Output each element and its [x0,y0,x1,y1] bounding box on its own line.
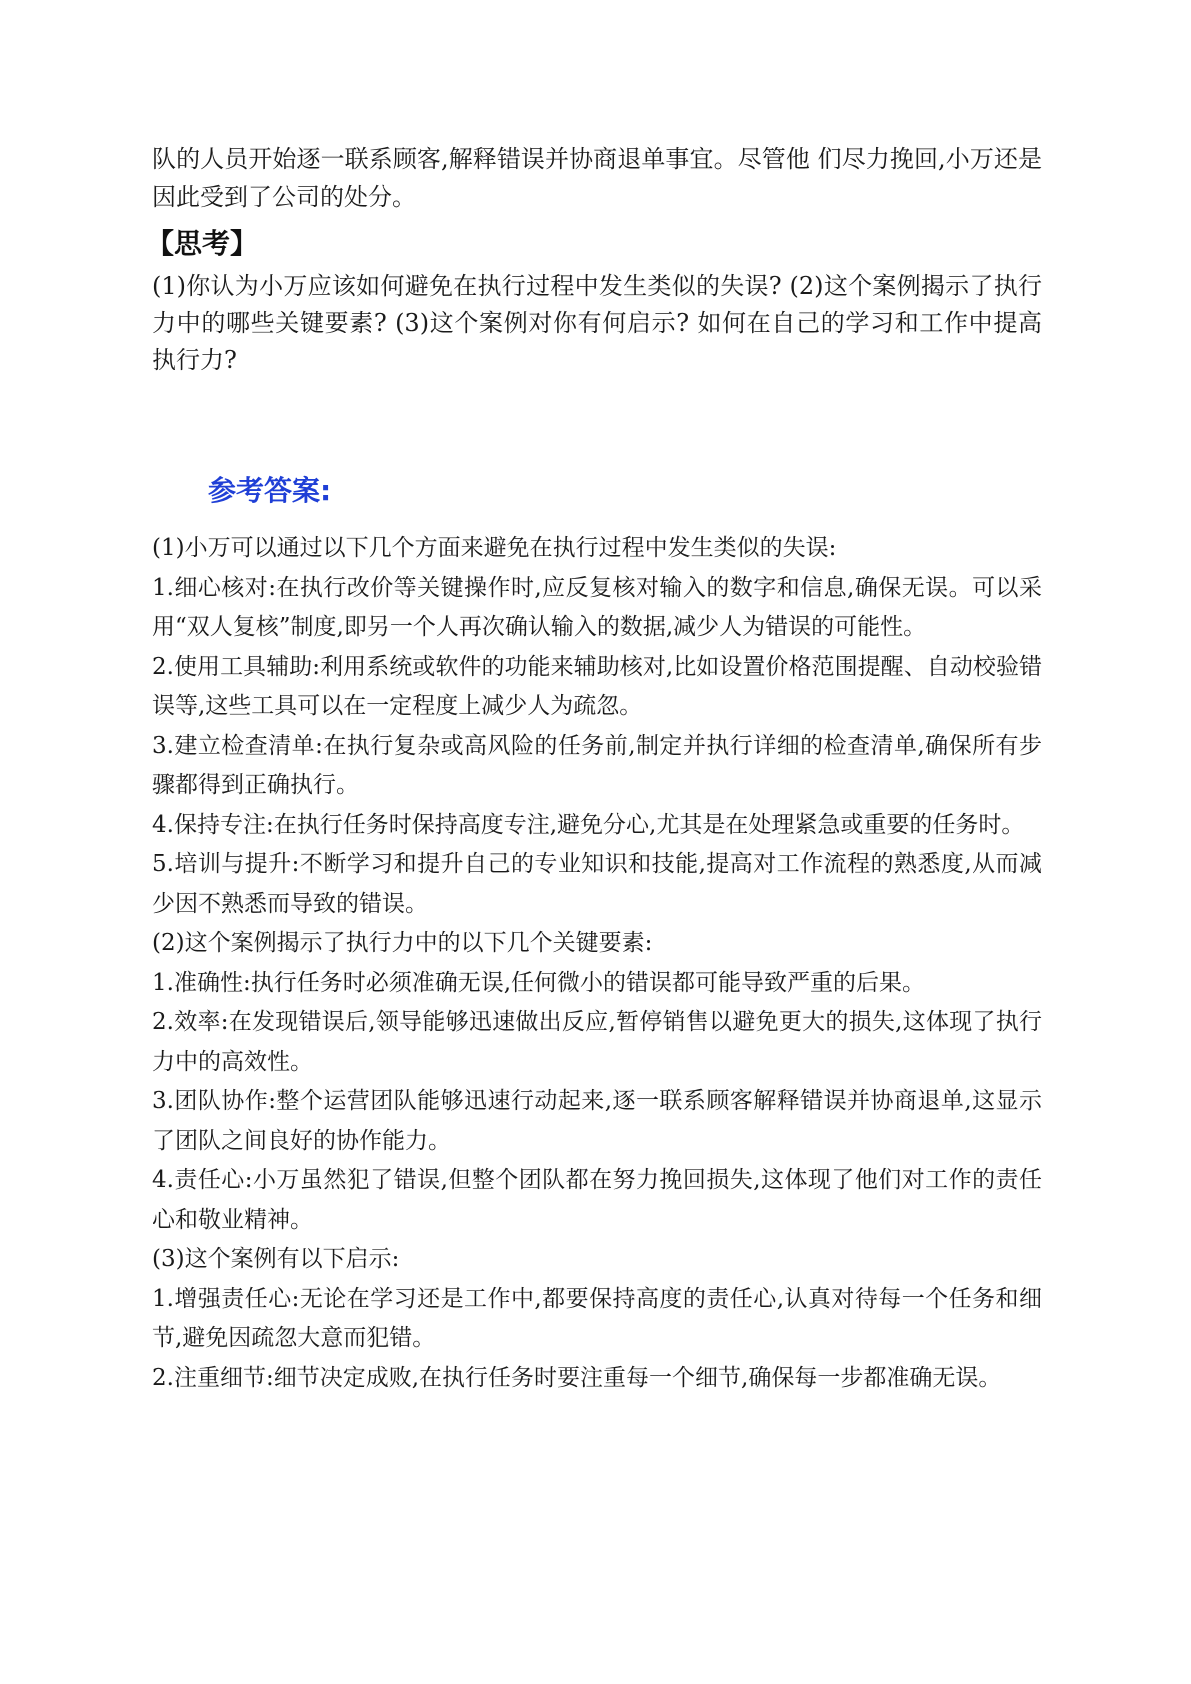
answer-body [152,529,1042,1398]
document-page [146,140,1042,1398]
answer-paragraph: 5.培训与提升:不断学习和提升自己的专业知识和技能,提高对工作流程的熟悉度,从而减少因不熟悉而导致的错误。 [152,851,1042,917]
answer-paragraph: 2.效率:在发现错误后,领导能够迅速做出反应,暂停销售以避免更大的损失,这体现了执行力中的高效性。 [152,1009,1042,1075]
case-paragraph: 队的人员开始逐一联系顾客,解释错误并协商退单事宜。尽管他 们尽力挽回,小万还是因此受到了公司的处分。 [152,145,1042,211]
answer-paragraph: 3.建立检查清单:在执行复杂或高风险的任务前,制定并执行详细的检查清单,确保所有步骤都得到正确执行。 [152,732,1042,798]
answer-paragraph: 2.注重细节:细节决定成败,在执行任务时要注重每一个细节,确保每一步都准确无误。 [152,1364,1002,1391]
think-heading: 【思考】 [146,227,259,260]
answer-paragraph: (2)这个案例揭示了执行力中的以下几个关键要素: [152,930,653,956]
answer-paragraph: (3)这个案例有以下启示: [152,1246,400,1272]
answer-paragraph: 2.使用工具辅助:利用系统或软件的功能来辅助核对,比如设置价格范围提醒、自动校验错误等,这些工具可以在一定程度上减少人为疏忽。 [152,653,1042,719]
answer-paragraph: (1)小万可以通过以下几个方面来避免在执行过程中发生类似的失误: [152,535,837,561]
answer-paragraph: 1.准确性:执行任务时必须准确无误,任何微小的错误都可能导致严重的后果。 [152,969,926,996]
questions-paragraph: (1)你认为小万应该如何避免在执行过程中发生类似的失误? (2)这个案例揭示了执行力中的哪些关键要素? (3)这个案例对你有何启示? 如何在自己的学习和工作中提高执行力? [152,272,1042,374]
answer-heading: 参考答案: [208,474,332,507]
answer-paragraph: 3.团队协作:整个运营团队能够迅速行动起来,逐一联系顾客解释错误并协商退单,这显示了团队之间良好的协作能力。 [152,1088,1042,1154]
answer-paragraph: 1.细心核对:在执行改价等关键操作时,应反复核对输入的数字和信息,确保无误。可以采用“双人复核”制度,即另一个人再次确认输入的数据,减少人为错误的可能性。 [152,574,1042,640]
answer-paragraph: 1.增强责任心:无论在学习还是工作中,都要保持高度的责任心,认真对待每一个任务和细节,避免因疏忽大意而犯错。 [152,1285,1042,1351]
answer-paragraph: 4.保持专注:在执行任务时保持高度专注,避免分心,尤其是在处理紧急或重要的任务时。 [152,811,1025,838]
answer-paragraph: 4.责任心:小万虽然犯了错误,但整个团队都在努力挽回损失,这体现了他们对工作的责任心和敬业精神。 [152,1167,1042,1233]
